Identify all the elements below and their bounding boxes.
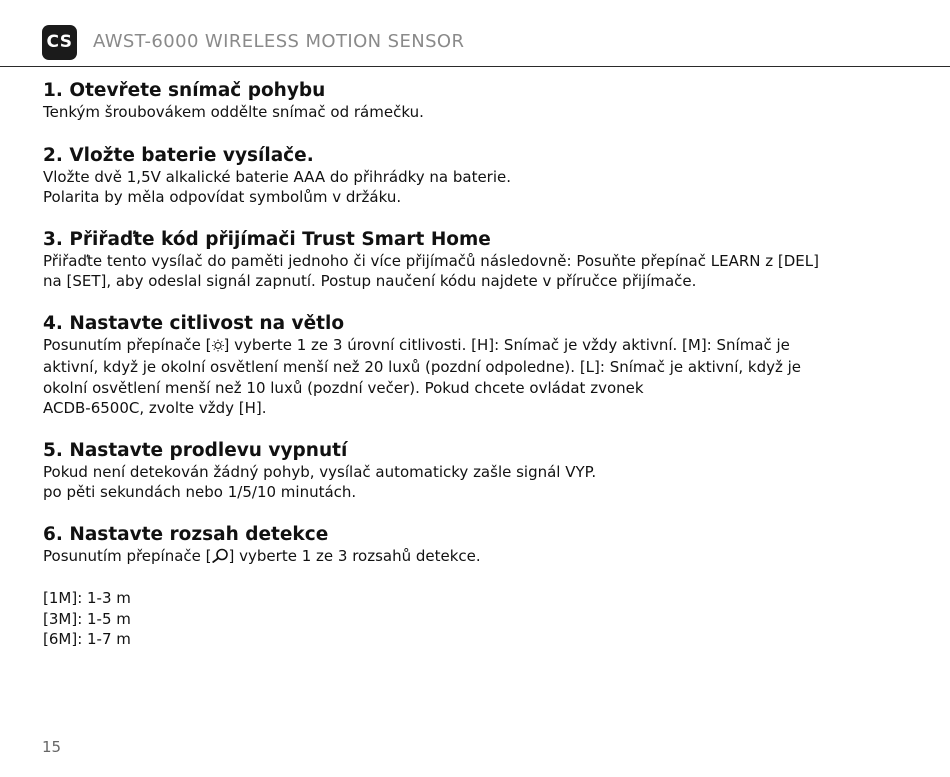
section-text	[43, 335, 918, 358]
section-heading: 1. Otevřete snímač pohybu	[43, 80, 326, 101]
section-text: Vložte dvě 1,5V alkalické baterie AAA do přihrádky na baterie.	[43, 167, 512, 186]
section-detection-range	[43, 524, 918, 569]
section-text: Tenkým šroubovákem oddělte snímač od rámečku.	[43, 103, 424, 121]
text-before-icon: Posunutím přepínače [	[43, 335, 212, 354]
section-off-delay	[43, 440, 918, 503]
sun-icon	[212, 337, 224, 358]
page-number: 15	[42, 738, 62, 756]
text-after-icon: ] vyberte 1 ze 3 úrovní citlivosti. [H]: Snímač je vždy aktivní. [M]: Snímač je	[223, 335, 790, 354]
section-heading: 6. Nastavte rozsah detekce	[43, 523, 329, 545]
section-heading: 3. Přiřaďte kód přijímači Trust Smart Home	[43, 228, 491, 250]
range-icon	[212, 548, 229, 569]
text-before-icon: Posunutím přepínače [	[43, 546, 212, 565]
section-text	[43, 546, 918, 569]
text-after-icon: ] vyberte 1 ze 3 rozsahů detekce.	[228, 546, 481, 565]
section-text: okolní osvětlení menší než 10 luxů (pozdní večer). Pokud chcete ovládat zvonek	[43, 378, 644, 397]
section-heading: 5. Nastavte prodlevu vypnutí	[43, 439, 348, 461]
language-badge: CS	[42, 25, 77, 60]
range-list	[43, 588, 918, 650]
section-light-sensitivity	[43, 313, 918, 419]
section-insert-batteries	[43, 145, 918, 208]
instructions-content	[43, 80, 918, 650]
section-text: ACDB-6500C, zvolte vždy [H].	[43, 399, 267, 417]
range-item: [3M]: 1-5 m	[43, 609, 131, 628]
section-open-sensor	[43, 80, 918, 123]
section-assign-code	[43, 229, 918, 292]
section-text: po pěti sekundách nebo 1/5/10 minutách.	[43, 483, 357, 501]
document-title: AWST-6000 WIRELESS MOTION SENSOR	[93, 31, 465, 52]
page-header	[0, 0, 950, 67]
section-text: Pokud není detekován žádný pohyb, vysílač automaticky zašle signál VYP.	[43, 462, 597, 481]
range-item: [6M]: 1-7 m	[43, 630, 131, 648]
range-item: [1M]: 1-3 m	[43, 589, 131, 607]
section-heading: 2. Vložte baterie vysílače.	[43, 144, 314, 166]
section-text: aktivní, když je okolní osvětlení menší než 20 luxů (pozdní odpoledne). [L]: Snímač je aktivní, když je	[43, 358, 802, 376]
section-text: Přiřaďte tento vysílač do paměti jednoho či více přijímačů následovně: Posuňte přepínač LEARN z [DEL]	[43, 251, 819, 270]
section-heading: 4. Nastavte citlivost na větlo	[43, 312, 345, 334]
section-text: na [SET], aby odeslal signál zapnutí. Postup naučení kódu najdete v příručce přijímače.	[43, 272, 697, 290]
section-text: Polarita by měla odpovídat symbolům v držáku.	[43, 188, 402, 206]
